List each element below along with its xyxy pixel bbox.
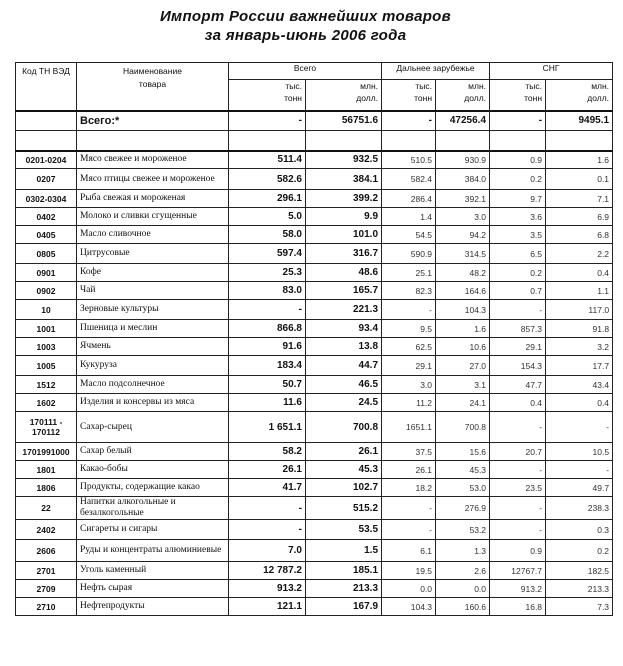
row-cis-val: 10.5	[546, 443, 613, 461]
subheader-far-qty: тыс. тонн	[382, 80, 436, 111]
row-total-qty: 913.2	[229, 580, 306, 598]
row-total-val: 1.5	[306, 540, 382, 562]
row-cis-val: 91.8	[546, 320, 613, 338]
row-total-val: 213.3	[306, 580, 382, 598]
row-name: Кукуруза	[77, 356, 229, 376]
row-code: 2710	[16, 598, 77, 616]
grand-total-cis-val: 9495.1	[546, 111, 613, 131]
row-code: 0207	[16, 169, 77, 190]
row-total-qty: 25.3	[229, 264, 306, 282]
row-total-qty: 582.6	[229, 169, 306, 190]
row-total-val: 24.5	[306, 394, 382, 412]
grand-total-code	[16, 111, 77, 131]
row-total-val: 515.2	[306, 497, 382, 520]
row-code: 2606	[16, 540, 77, 562]
row-total-qty: -	[229, 497, 306, 520]
subheader-total-qty: тыс. тонн	[229, 80, 306, 111]
table-row	[16, 282, 613, 300]
row-far-val: 48.2	[436, 264, 490, 282]
table-row	[16, 376, 613, 394]
row-far-qty: 590.9	[382, 244, 436, 264]
row-far-qty: 6.1	[382, 540, 436, 562]
row-name: Какао-бобы	[77, 461, 229, 479]
row-cis-val: 2.2	[546, 244, 613, 264]
row-total-qty: 183.4	[229, 356, 306, 376]
row-far-val: 10.6	[436, 338, 490, 356]
row-cis-val: 1.1	[546, 282, 613, 300]
row-total-qty: 11.6	[229, 394, 306, 412]
row-far-val: 314.5	[436, 244, 490, 264]
row-name: Сигареты и сигары	[77, 520, 229, 540]
row-cis-qty: 913.2	[490, 580, 546, 598]
row-code: 1005	[16, 356, 77, 376]
row-total-val: 165.7	[306, 282, 382, 300]
row-total-val: 53.5	[306, 520, 382, 540]
row-total-qty: 91.6	[229, 338, 306, 356]
row-code: 0902	[16, 282, 77, 300]
page-title: Импорт России важнейших товаров	[159, 8, 452, 25]
row-far-qty: 19.5	[382, 562, 436, 580]
row-cis-val: 238.3	[546, 497, 613, 520]
row-name: Сахар белый	[77, 443, 229, 461]
grand-total-far-val: 47256.4	[436, 111, 490, 131]
row-cis-val: 7.1	[546, 190, 613, 208]
header-name-line1: Наименование	[123, 66, 182, 76]
row-total-val: 44.7	[306, 356, 382, 376]
row-cis-qty: 0.4	[490, 394, 546, 412]
row-total-val: 185.1	[306, 562, 382, 580]
row-cis-qty: 20.7	[490, 443, 546, 461]
row-cis-qty: 3.6	[490, 208, 546, 226]
row-far-val: 392.1	[436, 190, 490, 208]
row-total-val: 700.8	[306, 412, 382, 443]
row-total-val: 399.2	[306, 190, 382, 208]
table-row	[16, 497, 613, 520]
row-total-qty: 296.1	[229, 190, 306, 208]
table-row	[16, 580, 613, 598]
row-name: Уголь каменный	[77, 562, 229, 580]
row-far-qty: 3.0	[382, 376, 436, 394]
row-total-qty: 511.4	[229, 151, 306, 169]
row-total-qty: -	[229, 520, 306, 540]
row-total-val: 101.0	[306, 226, 382, 244]
table-row	[16, 479, 613, 497]
row-name: Зерновые культуры	[77, 300, 229, 320]
row-far-qty: 582.4	[382, 169, 436, 190]
row-cis-val: 0.4	[546, 394, 613, 412]
row-cis-val: 49.7	[546, 479, 613, 497]
row-far-qty: 25.1	[382, 264, 436, 282]
table-row	[16, 356, 613, 376]
row-total-qty: 7.0	[229, 540, 306, 562]
row-cis-val: 0.3	[546, 520, 613, 540]
header-total: Всего	[229, 63, 382, 80]
row-name: Мясо птицы свежее и мороженое	[77, 169, 229, 190]
row-cis-qty: 23.5	[490, 479, 546, 497]
row-cis-qty: 0.9	[490, 151, 546, 169]
row-name: Кофе	[77, 264, 229, 282]
row-code: 0201-0204	[16, 151, 77, 169]
row-code: 1602	[16, 394, 77, 412]
row-cis-val: 6.9	[546, 208, 613, 226]
table-row	[16, 520, 613, 540]
row-name: Масло сливочное	[77, 226, 229, 244]
row-far-qty: 37.5	[382, 443, 436, 461]
row-total-qty: 58.0	[229, 226, 306, 244]
table-row	[16, 244, 613, 264]
row-far-val: 45.3	[436, 461, 490, 479]
row-code: 0402	[16, 208, 77, 226]
row-far-val: 3.1	[436, 376, 490, 394]
row-total-val: 167.9	[306, 598, 382, 616]
row-total-qty: 12 787.2	[229, 562, 306, 580]
row-name: Продукты, содержащие какао	[77, 479, 229, 497]
row-cis-val: 117.0	[546, 300, 613, 320]
grand-total-val: 56751.6	[306, 111, 382, 131]
row-code: 1001	[16, 320, 77, 338]
page-subtitle: за январь-июнь 2006 года	[204, 27, 407, 44]
row-far-val: 53.0	[436, 479, 490, 497]
row-far-qty: 104.3	[382, 598, 436, 616]
row-name: Пшеница и меслин	[77, 320, 229, 338]
row-cis-qty: 9.7	[490, 190, 546, 208]
subheader-far-val: млн. долл.	[436, 80, 490, 111]
row-far-qty: 11.2	[382, 394, 436, 412]
table-row	[16, 320, 613, 338]
row-far-qty: 54.5	[382, 226, 436, 244]
row-far-val: 1.3	[436, 540, 490, 562]
header-code-label: Код ТН ВЭД	[22, 66, 70, 76]
table-row	[16, 190, 613, 208]
row-total-qty: 83.0	[229, 282, 306, 300]
row-cis-val: 17.7	[546, 356, 613, 376]
row-far-val: 0.0	[436, 580, 490, 598]
row-cis-qty: -	[490, 520, 546, 540]
row-cis-qty: -	[490, 461, 546, 479]
row-total-val: 48.6	[306, 264, 382, 282]
row-far-qty: 26.1	[382, 461, 436, 479]
row-code: 10	[16, 300, 77, 320]
header-cis: СНГ	[490, 63, 613, 80]
spacer-row	[16, 131, 613, 151]
row-far-qty: -	[382, 300, 436, 320]
row-code: 0302-0304	[16, 190, 77, 208]
grand-total-far-qty: -	[382, 111, 436, 131]
subheader-cis-val: млн. долл.	[546, 80, 613, 111]
row-total-qty: 5.0	[229, 208, 306, 226]
row-cis-val: 6.8	[546, 226, 613, 244]
row-far-qty: 18.2	[382, 479, 436, 497]
row-code: 1806	[16, 479, 77, 497]
row-name: Изделия и консервы из мяса	[77, 394, 229, 412]
row-total-qty: 41.7	[229, 479, 306, 497]
row-far-val: 2.6	[436, 562, 490, 580]
table-row	[16, 300, 613, 320]
row-code: 2402	[16, 520, 77, 540]
row-far-val: 164.6	[436, 282, 490, 300]
row-far-qty: 1.4	[382, 208, 436, 226]
row-total-qty: 50.7	[229, 376, 306, 394]
row-code: 1801	[16, 461, 77, 479]
row-far-qty: -	[382, 520, 436, 540]
row-cis-val: 182.5	[546, 562, 613, 580]
row-far-qty: 0.0	[382, 580, 436, 598]
row-total-val: 13.8	[306, 338, 382, 356]
row-far-val: 15.6	[436, 443, 490, 461]
row-name: Масло подсолнечное	[77, 376, 229, 394]
row-cis-val: 0.2	[546, 540, 613, 562]
row-cis-val: -	[546, 461, 613, 479]
row-cis-qty: 0.2	[490, 169, 546, 190]
row-far-qty: 510.5	[382, 151, 436, 169]
row-far-val: 160.6	[436, 598, 490, 616]
row-far-val: 94.2	[436, 226, 490, 244]
row-cis-val: 3.2	[546, 338, 613, 356]
table-row	[16, 264, 613, 282]
row-total-qty: 26.1	[229, 461, 306, 479]
table-row	[16, 338, 613, 356]
row-code: 1512	[16, 376, 77, 394]
header-name-line2: товара	[138, 79, 167, 89]
row-cis-qty: -	[490, 412, 546, 443]
row-far-val: 384.0	[436, 169, 490, 190]
header-code	[16, 63, 77, 111]
table-row	[16, 461, 613, 479]
row-name: Напитки алкогольные и безалкогольные	[77, 497, 229, 520]
grand-total-cis-qty: -	[490, 111, 546, 131]
row-total-val: 9.9	[306, 208, 382, 226]
row-total-val: 46.5	[306, 376, 382, 394]
row-total-qty: 121.1	[229, 598, 306, 616]
row-far-qty: 29.1	[382, 356, 436, 376]
row-name: Сахар-сырец	[77, 412, 229, 443]
table-row	[16, 169, 613, 190]
row-name: Молоко и сливки сгущенные	[77, 208, 229, 226]
row-name: Руды и концентраты алюминиевые	[77, 540, 229, 562]
row-code: 170111 - 170112	[16, 412, 77, 443]
row-far-val: 104.3	[436, 300, 490, 320]
row-name: Чай	[77, 282, 229, 300]
row-cis-qty: 12767.7	[490, 562, 546, 580]
row-code: 0405	[16, 226, 77, 244]
subheader-cis-qty: тыс. тонн	[490, 80, 546, 111]
row-code: 2701	[16, 562, 77, 580]
row-cis-qty: 29.1	[490, 338, 546, 356]
row-cis-qty: 0.2	[490, 264, 546, 282]
row-far-val: 24.1	[436, 394, 490, 412]
row-far-qty: 62.5	[382, 338, 436, 356]
row-name: Нефтепродукты	[77, 598, 229, 616]
row-total-val: 932.5	[306, 151, 382, 169]
row-cis-val: 43.4	[546, 376, 613, 394]
row-far-qty: 1651.1	[382, 412, 436, 443]
row-total-qty: 1 651.1	[229, 412, 306, 443]
row-code: 2709	[16, 580, 77, 598]
row-cis-qty: 3.5	[490, 226, 546, 244]
row-total-val: 45.3	[306, 461, 382, 479]
row-cis-qty: 857.3	[490, 320, 546, 338]
row-far-val: 930.9	[436, 151, 490, 169]
row-code: 0805	[16, 244, 77, 264]
row-total-qty: 866.8	[229, 320, 306, 338]
table-row	[16, 598, 613, 616]
row-name: Нефть сырая	[77, 580, 229, 598]
grand-total-label: Всего:*	[77, 111, 229, 131]
subheader-total-val: млн. долл.	[306, 80, 382, 111]
row-cis-val: 0.1	[546, 169, 613, 190]
row-far-val: 700.8	[436, 412, 490, 443]
row-cis-qty: 0.7	[490, 282, 546, 300]
header-far-abroad: Дальнее зарубежье	[382, 63, 490, 80]
table-row	[16, 540, 613, 562]
row-cis-qty: 154.3	[490, 356, 546, 376]
row-total-qty: 597.4	[229, 244, 306, 264]
row-total-val: 384.1	[306, 169, 382, 190]
import-table	[15, 62, 613, 616]
row-code: 1003	[16, 338, 77, 356]
row-total-qty: -	[229, 300, 306, 320]
row-cis-qty: 0.9	[490, 540, 546, 562]
row-cis-val: 1.6	[546, 151, 613, 169]
row-cis-val: 0.4	[546, 264, 613, 282]
row-far-val: 27.0	[436, 356, 490, 376]
row-total-val: 221.3	[306, 300, 382, 320]
row-name: Мясо свежее и мороженое	[77, 151, 229, 169]
row-cis-qty: 16.8	[490, 598, 546, 616]
row-far-qty: 82.3	[382, 282, 436, 300]
table-row	[16, 443, 613, 461]
row-far-val: 276.9	[436, 497, 490, 520]
row-code: 22	[16, 497, 77, 520]
row-total-val: 316.7	[306, 244, 382, 264]
grand-total-qty: -	[229, 111, 306, 131]
row-total-val: 93.4	[306, 320, 382, 338]
row-name: Рыба свежая и мороженая	[77, 190, 229, 208]
table-row	[16, 562, 613, 580]
row-total-val: 26.1	[306, 443, 382, 461]
table-row	[16, 394, 613, 412]
row-far-qty: 9.5	[382, 320, 436, 338]
header-name	[77, 63, 229, 111]
row-far-qty: 286.4	[382, 190, 436, 208]
table-row	[16, 412, 613, 443]
row-cis-qty: 6.5	[490, 244, 546, 264]
table-row	[16, 208, 613, 226]
row-cis-val: 7.3	[546, 598, 613, 616]
row-cis-qty: 47.7	[490, 376, 546, 394]
table-row	[16, 151, 613, 169]
row-far-val: 53.2	[436, 520, 490, 540]
table-row	[16, 226, 613, 244]
row-total-val: 102.7	[306, 479, 382, 497]
row-cis-qty: -	[490, 497, 546, 520]
grand-total-row	[16, 111, 613, 131]
row-far-val: 3.0	[436, 208, 490, 226]
row-code: 0901	[16, 264, 77, 282]
row-cis-qty: -	[490, 300, 546, 320]
row-cis-val: 213.3	[546, 580, 613, 598]
row-name: Ячмень	[77, 338, 229, 356]
row-total-qty: 58.2	[229, 443, 306, 461]
row-code: 1701991000	[16, 443, 77, 461]
row-far-qty: -	[382, 497, 436, 520]
row-far-val: 1.6	[436, 320, 490, 338]
row-cis-val: -	[546, 412, 613, 443]
row-name: Цитрусовые	[77, 244, 229, 264]
